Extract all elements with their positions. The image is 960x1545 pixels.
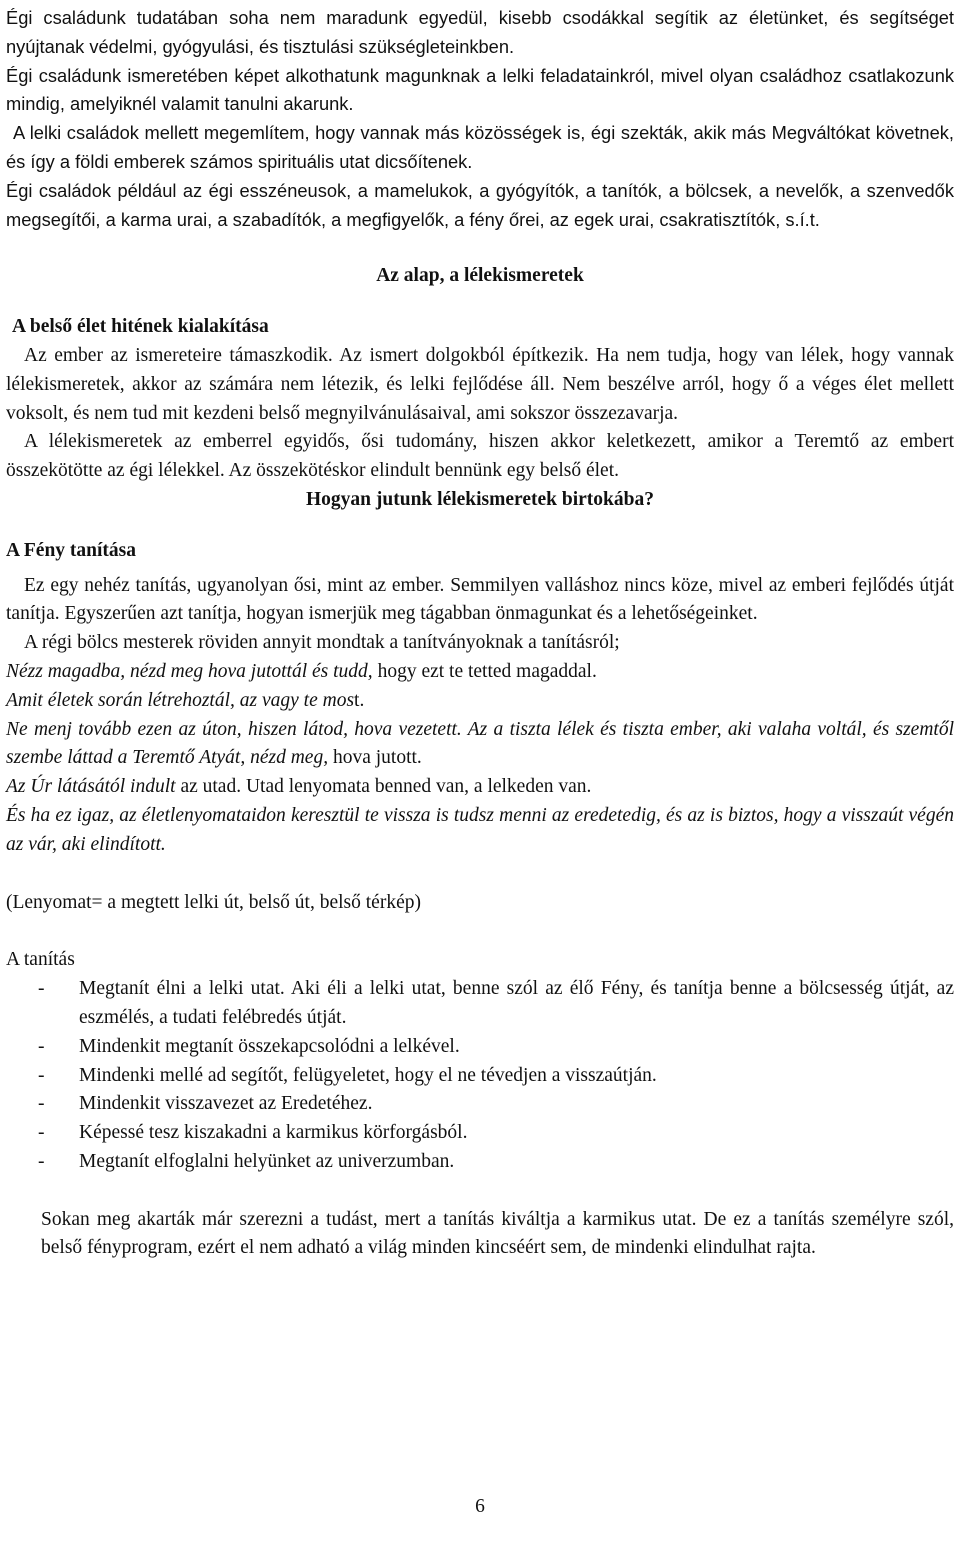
teaching-list bbox=[6, 975, 954, 1177]
list-item-text: Mindenkit visszavezet az Eredetéhez. bbox=[79, 1093, 373, 1115]
quote-line-1 bbox=[6, 658, 954, 687]
section-title-feny-tanitasa: A Fény tanítása bbox=[6, 539, 137, 561]
list-item bbox=[6, 1148, 954, 1177]
list-item bbox=[6, 1033, 954, 1062]
section-subtitle-belso-elet: A belső élet hitének kialakítása bbox=[12, 316, 269, 338]
section-title-lelekismeretek: Az alap, a lélekismeretek bbox=[376, 265, 584, 287]
lenyomat-note: (Lenyomat= a megtett lelki út, belső út, belső térkép) bbox=[6, 891, 421, 913]
quote-line-3 bbox=[6, 716, 954, 774]
section1-paragraph-2: A lélekismeretek az emberrel egyidős, ősi tudomány, hiszen akkor keletkezett, amikor a Teremtő az embert összekötötte az égi lélekkel. Az összekötéskor elindult bennünk egy belső élet. bbox=[6, 431, 954, 482]
question-heading: Hogyan jutunk lélekismeretek birtokába? bbox=[306, 488, 654, 510]
list-dash: - bbox=[38, 1035, 45, 1057]
intro-paragraph-1: Égi családunk tudatában soha nem maradunk egyedül, kisebb csodákkal segítik az életünket, és segítséget nyújtanak védelmi, gyógyulási, és tisztulási szükségleteinkben. bbox=[6, 7, 954, 57]
list-item-text: Mindenki mellé ad segítőt, felügyeletet, hogy el ne tévedjen a visszaútján. bbox=[79, 1064, 657, 1086]
quote-line-3-rest: hova jutott. bbox=[328, 747, 422, 769]
quote-line-4-italic: Az Úr látásától indult bbox=[6, 776, 176, 798]
section-title-a-tanitas: A tanítás bbox=[6, 949, 75, 971]
list-item bbox=[6, 1090, 954, 1119]
list-item-text: Képessé tesz kiszakadni a karmikus körforgásból. bbox=[79, 1122, 468, 1144]
section2-paragraph-2: A régi bölcs mesterek röviden annyit mondtak a tanítványoknak a tanításról; bbox=[24, 632, 620, 654]
list-dash: - bbox=[38, 1122, 45, 1144]
quote-line-5: És ha ez igaz, az életlenyomataidon keresztül te vissza is tudsz menni az eredetedig, és az is biztos, hogy a visszaút végén az vár, aki elindított. bbox=[6, 804, 954, 855]
list-item-text: Megtanít élni a lelki utat. Aki éli a lelki utat, benne szól az élő Fény, és tanítja benne a bölcsesség útját, az eszmélés, a tudati felébredés útját. bbox=[79, 978, 954, 1028]
quote-line-2 bbox=[6, 687, 954, 716]
quote-line-2-italic: Amit életek során létrehoztál, az vagy te mos bbox=[6, 689, 355, 711]
page-number: 6 bbox=[475, 1496, 485, 1517]
quote-line-1-rest: hogy ezt te tetted magaddal. bbox=[372, 660, 597, 682]
list-dash: - bbox=[38, 1150, 45, 1172]
list-item bbox=[6, 1119, 954, 1148]
document-page bbox=[6, 4, 954, 1263]
quote-line-3-italic: Ne menj tovább ezen az úton, hiszen látod, hova vezetett. Az a tiszta lélek és tiszta ember, aki valaha voltál, és szemtől szembe láttad a Teremtő Atyát, nézd meg, bbox=[6, 718, 954, 769]
list-dash: - bbox=[38, 978, 45, 1000]
intro-paragraph-4: Égi családok például az égi esszéneusok, a mamelukok, a gyógyítók, a tanítók, a bölcsek, a nevelők, a szenvedők megsegítői, a karma urai, a szabadítók, a megfigyelők, a fény őrei, az egek urai, csakratisztítók, s.í.t. bbox=[6, 179, 954, 230]
closing-paragraph: Sokan meg akarták már szerezni a tudást, mert a tanítás kiváltja a karmikus utat. De ez a tanítás személyre szól, belső fényprogram, ezért el nem adható a világ minden kincséért sem, de mindenki elindulhat rajta. bbox=[41, 1208, 954, 1259]
list-dash: - bbox=[38, 1093, 45, 1115]
intro-paragraph-3: A lelki családok mellett megemlítem, hogy vannak más közösségek is, égi szekták, akik más Megváltókat követnek, és így a földi emberek számos spirituális utat dicsőítenek. bbox=[6, 122, 954, 172]
list-dash: - bbox=[38, 1064, 45, 1086]
intro-paragraph-2: Égi családunk ismeretében képet alkothatunk magunknak a lelki feladatainkról, mivel olyan családhoz csatlakozunk mindig, amelyiknél valamit tanulni akarunk. bbox=[6, 64, 954, 115]
list-item bbox=[6, 1062, 954, 1091]
quote-line-2-rest: t. bbox=[354, 689, 365, 711]
list-item-text: Megtanít elfoglalni helyünket az univerzumban. bbox=[79, 1150, 455, 1172]
quote-line-4 bbox=[6, 773, 954, 802]
list-item bbox=[6, 975, 954, 1033]
quote-line-4-rest: az utad. Utad lenyomata benned van, a lelkeden van. bbox=[175, 776, 592, 798]
section1-paragraph-1: Az ember az ismereteire támaszkodik. Az ismert dolgokból építkezik. Ha nem tudja, hogy van lélek, hogy vannak lélekismeretek, akkor az számára nem létezik, és lelki fejlődése áll. Nem beszélve arról, hogy ő a véges élet mellett voksolt, és nem tud mit kezdeni belső megnyilvánulásaival, ami sokszor összezavarja. bbox=[6, 344, 954, 424]
quote-line-1-italic: Nézz magadba, nézd meg hova jutottál és tudd, bbox=[6, 660, 373, 682]
section2-paragraph-1: Ez egy nehéz tanítás, ugyanolyan ősi, mint az ember. Semmilyen valláshoz nincs köze, mivel az emberi fejlődés útját tanítja. Egyszerűen azt tanítja, hogyan ismerjük meg tágabban önmagunkat és a lehetőségeinket. bbox=[6, 574, 954, 625]
list-item-text: Mindenkit megtanít összekapcsolódni a lelkével. bbox=[79, 1035, 460, 1057]
